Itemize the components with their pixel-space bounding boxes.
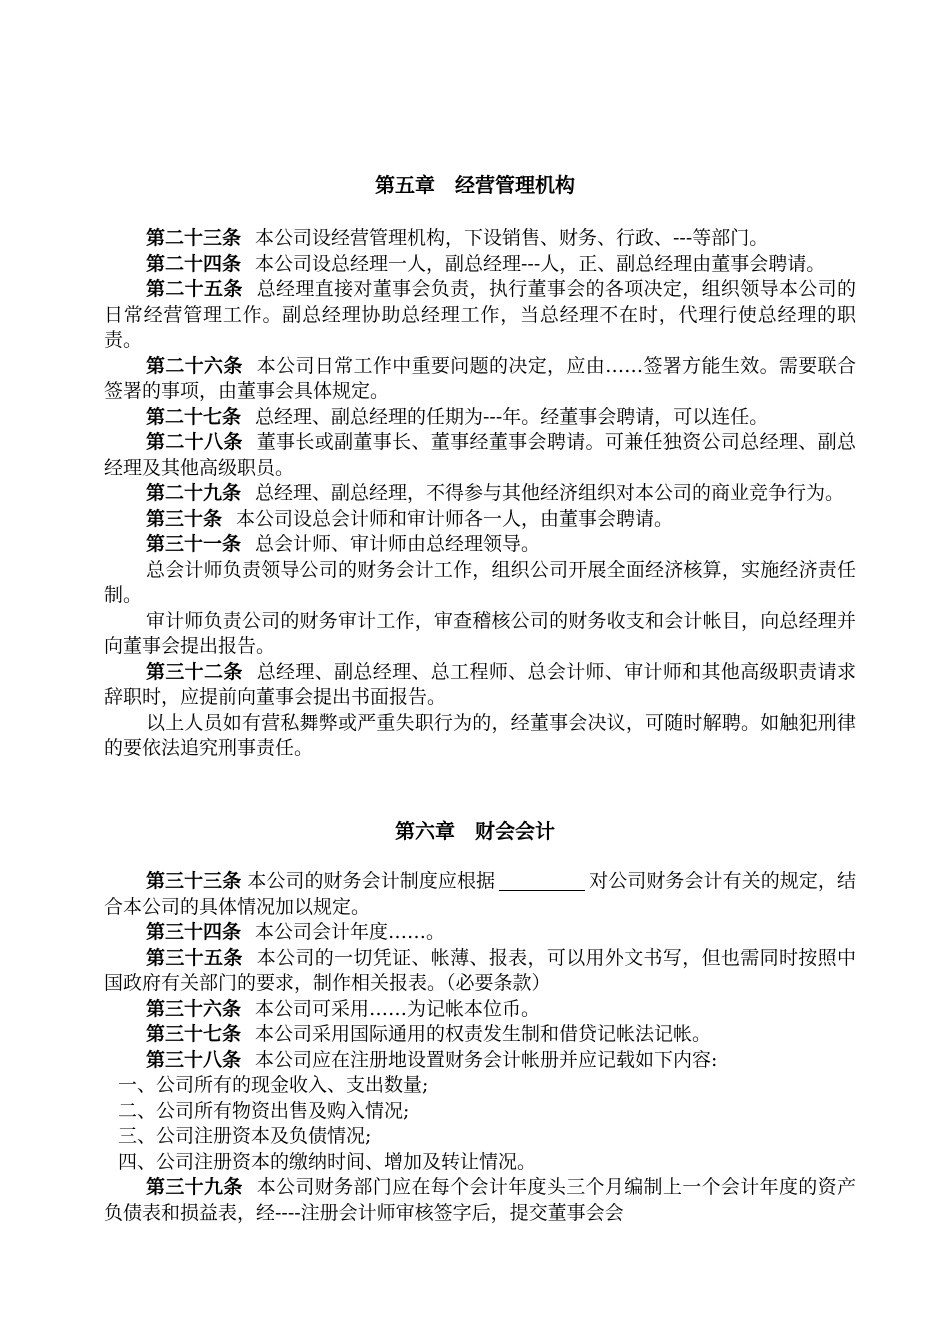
article-35 [104,946,856,997]
article-28 [104,430,856,481]
article-38 [104,1048,856,1074]
article-text: 总经理直接对董事会负责，执行董事会的各项决定，组织领导本公司的日常经营管理工作。副总经理协助总经理工作，当总经理不在时，代理行使总经理的职责。 [104,278,856,351]
article-number: 第二十七条 [146,405,242,428]
paragraph-auditor: 审计师负责公司的财务审计工作，审查稽核公司的财务收支和会计帐目，向总经理并向董事会提出报告。 [104,609,856,657]
article-number: 第三十七条 [146,1023,242,1045]
article-27 [104,405,856,431]
article-text: 本公司日常工作中重要问题的决定，应由……签署方能生效。需要联合签署的事项，由董事会具体规定。 [104,354,856,402]
list-item: 三、公司注册资本及负债情况; [118,1125,372,1147]
article-25 [104,277,856,354]
article-number: 第二十八条 [146,431,243,453]
article-26 [104,354,856,405]
article-30 [104,507,856,533]
article-32 [104,660,856,711]
article-33 [104,869,856,920]
paragraph-dismissal: 以上人员如有营私舞弊或严重失职行为的，经董事会决议，可随时解聘。如触犯刑律的要依法追究刑事责任。 [104,711,856,759]
article-number: 第三十四条 [146,921,242,943]
list-item: 四、公司注册资本的缴纳时间、增加及转让情况。 [118,1150,537,1173]
article-text: 总会计师、审计师由总经理领导。 [255,533,541,555]
article-number: 第三十八条 [146,1048,242,1071]
article-text: 总经理、副总经理的任期为---年。经董事会聘请，可以连任。 [255,405,769,428]
article-text: 本公司可采用……为记帐本位币。 [255,997,541,1020]
article-text: 本公司采用国际通用的权责发生制和借贷记帐法记帐。 [255,1023,712,1045]
article-number: 第二十五条 [146,278,243,300]
article-number: 第二十三条 [146,227,242,249]
article-31 [104,532,856,558]
article-text: 本公司设经营管理机构，下设销售、财务、行政、---等部门。 [255,227,769,249]
article-number: 第三十条 [146,507,223,530]
article-number: 第三十一条 [146,533,242,555]
article-37 [104,1022,856,1048]
article-text: 总经理、副总经理，不得参与其他经济组织对本公司的商业竞争行为。 [255,482,845,504]
paragraph-chief-accountant: 总会计师负责领导公司的财务会计工作，组织公司开展全面经济核算，实施经济责任制。 [104,558,856,606]
article-number: 第三十三条 [146,870,242,892]
article-text: 对公司财务会计有关的规定，结合本公司的具体情况加以规定。 [104,870,856,918]
article-text: 董事长或副董事长、董事经董事会聘请。可兼任独资公司总经理、副总经理及其他高级职员。 [104,431,856,479]
chapter-6-body [104,869,856,1226]
chapter-5-title: 第五章 经营管理机构 [375,173,575,197]
list-item: 一、公司所有的现金收入、支出数量; [118,1074,429,1096]
article-39 [104,1175,856,1226]
article-text: 本公司财务部门应在每个会计年度头三个月编制上一个会计年度的资产负债表和损益表，经----注册会计师审核签字后，提交董事会会 [104,1176,856,1224]
article-text: 总经理、副总经理、总工程师、总会计师、审计师和其他高级职责请求辞职时，应提前向董事会提出书面报告。 [104,660,856,708]
article-number: 第二十四条 [146,252,242,275]
article-text: 本公司设总会计师和审计师各一人，由董事会聘请。 [236,507,674,530]
article-text: 本公司的财务会计制度应根据 [247,870,496,892]
article-24 [104,252,856,278]
article-34 [104,920,856,946]
list-item: 二、公司所有物资出售及购入情况; [118,1099,410,1122]
article-number: 第三十六条 [146,997,242,1020]
article-number: 第三十二条 [146,660,243,683]
article-text: 本公司的一切凭证、帐薄、报表，可以用外文书写，但也需同时按照中国政府有关部门的要求，制作相关报表。（必要条款） [104,946,856,994]
article-number: 第三十五条 [146,946,243,969]
article-36 [104,997,856,1023]
article-29 [104,481,856,507]
fill-in-blank [499,871,585,891]
article-text: 本公司设总经理一人，副总经理---人，正、副总经理由董事会聘请。 [255,252,826,275]
article-text: 本公司会计年度……。 [255,921,446,943]
article-number: 第二十六条 [146,354,243,377]
article-number: 第二十九条 [146,482,242,504]
article-text: 本公司应在注册地设置财务会计帐册并应记载如下内容: [255,1048,718,1071]
article-23 [104,226,856,252]
article-number: 第三十九条 [146,1176,243,1198]
chapter-6-title: 第六章 财会会计 [395,819,555,843]
chapter-5-body [104,226,856,762]
